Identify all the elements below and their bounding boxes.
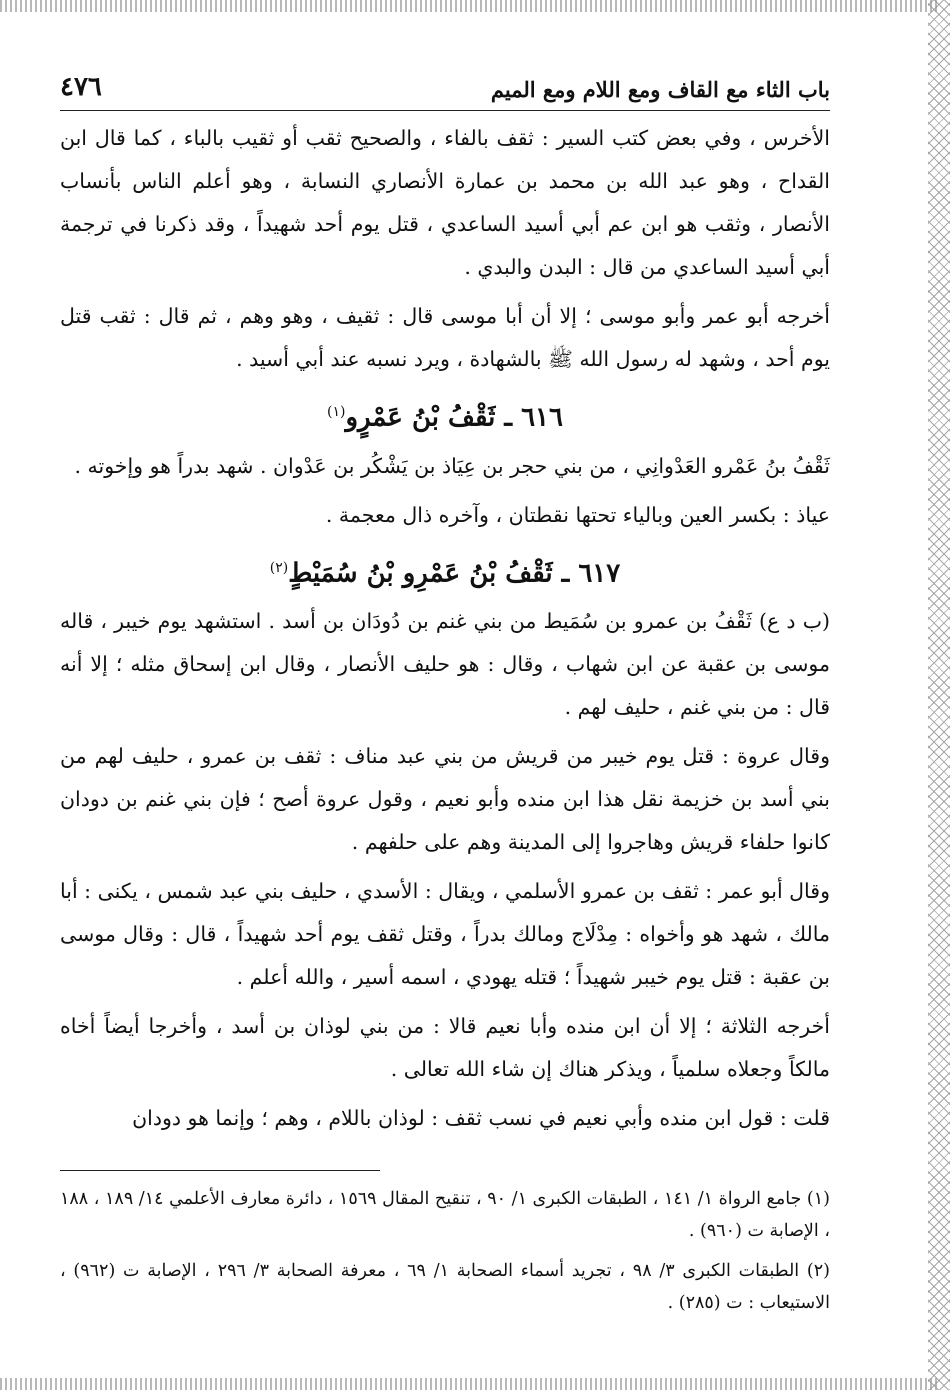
paragraph: (ب د ع) ثَقْفُ بن عمرو بن سُمَيط من بني غنم بن دُودَان بن أسد . استشهد يوم خيبر ، قاله موسى بن عقبة عن ابن شهاب ، وقال : هو حليف الأنصار ، وقال ابن إسحاق مثله ؛ إلا أنه قال : من بني غنم ، حليف لهم . bbox=[60, 609, 830, 720]
footnote: (٢) الطبقات الكبرى ٣/ ٩٨ ، تجريد أسماء الصحابة ١/ ٦٩ ، معرفة الصحابة ٣/ ٢٩٦ ، الإصابة ت (٩٦٢) ، الاستيعاب : ت (٢٨٥) . bbox=[60, 1261, 830, 1314]
top-ornamental-border bbox=[0, 0, 940, 12]
entry-title-616-text: ٦١٦ ـ ثَقْفُ بْنُ عَمْرٍو bbox=[345, 402, 563, 433]
paragraph: وقال عروة : قتل يوم خيبر من قريش من بني عبد مناف : ثقف بن عمرو ، حليف لهم من بني أسد بن خزيمة نقل هذا ابن منده وأبو نعيم ، وقول عروة أصح ؛ فإن بني غنم بن دودان كانوا حلفاء قريش وهاجروا إلى المدينة وهم على حلفهم . bbox=[60, 744, 830, 855]
paragraph: قلت : قول ابن منده وأبي نعيم في نسب ثقف : لوذان باللام ، وهم ؛ وإنما هو دودان bbox=[132, 1106, 830, 1131]
paragraph: أخرجه أبو عمر وأبو موسى ؛ إلا أن أبا موسى قال : ثقيف ، وهو وهم ، ثم قال : ثقب قتل يوم أحد ، وشهد له رسول الله ﷺ بالشهادة ، ويرد نسبه عند أبي أسيد . bbox=[60, 304, 830, 371]
footnote-separator bbox=[60, 1170, 380, 1171]
footnote-ref-1: (١) bbox=[327, 404, 346, 420]
paragraph: ثَقْفُ بنُ عَمْرو العَدْوانِي ، من بني حجر بن عِيَاذ بن يَشْكُر بن عَدْوان . شهد بدراً هو وإخوته . bbox=[74, 453, 830, 478]
entry-title-617-text: ٦١٧ ـ ثَقْفُ بْنُ عَمْرِو بْنُ سُمَيْطٍ bbox=[288, 558, 621, 589]
entry-title-617 bbox=[60, 543, 830, 599]
paragraph: الأخرس ، وفي بعض كتب السير : ثقف بالفاء ، والصحيح ثقب أو ثقيب بالباء ، كما قال ابن القداح ، وهو عبد الله بن محمد بن عمارة الأنصاري النسابة ، وهو أعلم الناس بأنساب الأنصار ، وثقب هو ابن عم أبي أسيد الساعدي ، قتل يوم أحد شهيداً ، وقد ذكرنا في ترجمة أبي أسيد الساعدي من قال : البدن والبدي . bbox=[60, 126, 830, 279]
running-header-title: باب الثاء مع القاف ومع اللام ومع الميم bbox=[490, 77, 830, 102]
footnote-ref-2: (٢) bbox=[269, 559, 289, 576]
running-header bbox=[60, 72, 830, 111]
paragraph: وقال أبو عمر : ثقف بن عمرو الأسلمي ، ويقال : الأسدي ، حليف بني عبد شمس ، يكنى : أبا مالك ، شهد هو وأخواه : مِدْلَاج ومالك بدراً ، وقتل ثقف يوم أحد شهيداً ، قال : وقال موسى بن عقبة : قتل يوم خيبر شهيداً ؛ قتله يهودي ، اسمه أسير ، والله أعلم . bbox=[60, 879, 830, 990]
bottom-ornamental-border bbox=[0, 1378, 940, 1390]
page-number: ٤٧٦ bbox=[60, 72, 102, 102]
paragraph: أخرجه الثلاثة ؛ إلا أن ابن منده وأبا نعيم قالا : من بني لوذان بن أسد ، وأخرجا أيضاً أخاه مالكاً وجعلاه سلمياً ، ويذكر هناك إن شاء الله تعالى . bbox=[60, 1014, 830, 1082]
paragraph: عياذ : بكسر العين وبالياء تحتها نقطتان ، وآخره ذال معجمة . bbox=[325, 502, 830, 527]
page-content bbox=[60, 72, 830, 1327]
right-ornamental-border bbox=[928, 0, 950, 1390]
footnote: (١) جامع الرواة ١/ ١٤١ ، الطبقات الكبرى ١/ ٩٠ ، تنقيح المقال ١٥٦٩ ، دائرة معارف الأعلمي ١٤/ ١٨٩ ، ١٨٨ ، الإصابة ت (٩٦٠) . bbox=[60, 1189, 830, 1242]
entry-title-616 bbox=[60, 387, 830, 443]
